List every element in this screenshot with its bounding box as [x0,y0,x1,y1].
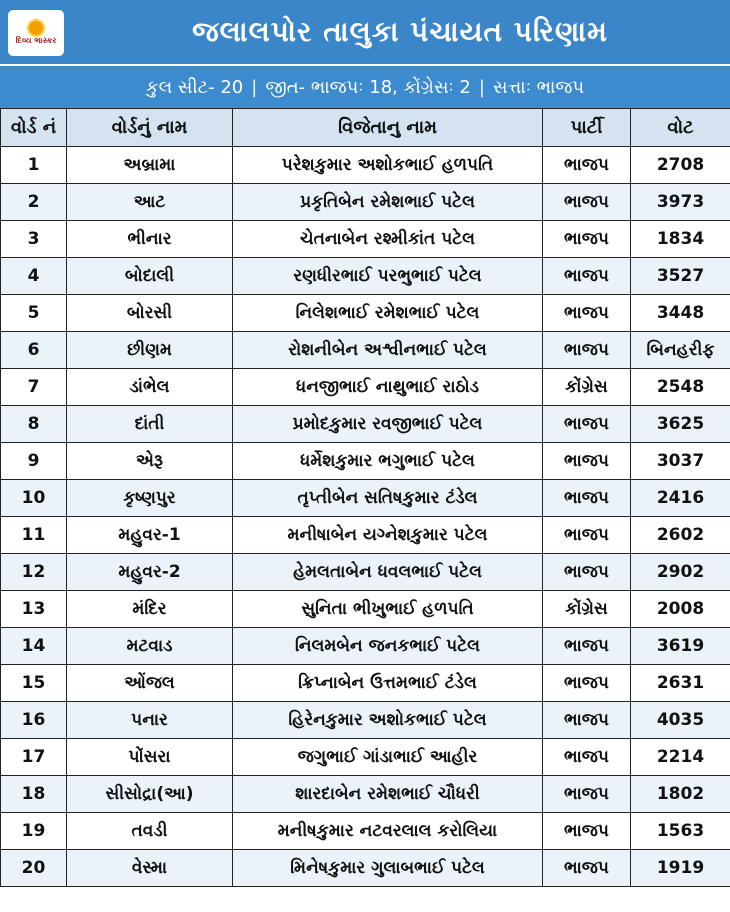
party-cell: ભાજપ [543,147,631,184]
winner-name-cell: શારદાબેન રમેશભાઈ ચૌધરી [233,776,543,813]
ward-name-cell: એરૂ [67,443,233,480]
ward-number-cell: 13 [1,591,67,628]
votes-cell: 2008 [631,591,730,628]
ward-name-cell: અબ્રામા [67,147,233,184]
header-votes: વોટ [631,109,730,147]
ward-name-cell: મહુવર-1 [67,517,233,554]
votes-cell: 2548 [631,369,730,406]
party-cell: ભાજપ [543,554,631,591]
table-row [1,184,730,221]
winner-name-cell: ચેતનાબેન રશ્મીકાંત પટેલ [233,221,543,258]
winner-name-cell: મનીષાબેન યગ્નેશકુમાર પટેલ [233,517,543,554]
votes-cell: 2416 [631,480,730,517]
table-row [1,554,730,591]
ward-number-cell: 17 [1,739,67,776]
seats-won: જીત- ભાજપઃ 18, કોંગ્રેસઃ 2 [265,76,471,98]
ward-name-cell: બોદાલી [67,258,233,295]
party-cell: ભાજપ [543,332,631,369]
ward-name-cell: સીસોદ્રા(આ) [67,776,233,813]
ward-name-cell: ડાંભેલ [67,369,233,406]
party-cell: ભાજપ [543,628,631,665]
votes-cell: 1802 [631,776,730,813]
header-party: પાર્ટી [543,109,631,147]
ward-number-cell: 11 [1,517,67,554]
table-row [1,369,730,406]
winner-name-cell: પરેશકુમાર અશોકભાઈ હળપતિ [233,147,543,184]
ward-name-cell: તવડી [67,813,233,850]
ward-number-cell: 4 [1,258,67,295]
party-cell: કોંગ્રેસ [543,591,631,628]
winner-name-cell: ક્રિપ્નાબેન ઉત્તમભાઈ ટંડેલ [233,665,543,702]
table-row [1,258,730,295]
party-cell: ભાજપ [543,776,631,813]
table-row [1,591,730,628]
table-row [1,332,730,369]
total-seats: કુલ સીટ- 20 [145,76,244,98]
ward-number-cell: 3 [1,221,67,258]
ward-name-cell: આટ [67,184,233,221]
ward-number-cell: 8 [1,406,67,443]
results-table [0,108,730,887]
ward-name-cell: મહુવર-2 [67,554,233,591]
table-row [1,221,730,258]
ward-name-cell: વેસ્મા [67,850,233,887]
votes-cell: 3973 [631,184,730,221]
ward-name-cell: છીણમ [67,332,233,369]
winner-name-cell: સુનિતા ભીખુભાઈ હળપતિ [233,591,543,628]
ward-number-cell: 20 [1,850,67,887]
table-row [1,628,730,665]
page-title: જલાલપોર તાલુકા પંચાયત પરિણામ [192,15,608,48]
separator: | [251,76,258,98]
party-cell: ભાજપ [543,184,631,221]
table-row [1,480,730,517]
header-ward-number: વોર્ડ નં [1,109,67,147]
winner-name-cell: જગુભાઈ ગાંડાભાઈ આહીર [233,739,543,776]
party-cell: ભાજપ [543,443,631,480]
party-cell: ભાજપ [543,702,631,739]
ward-name-cell: પનાર [67,702,233,739]
party-cell: ભાજપ [543,739,631,776]
ward-number-cell: 7 [1,369,67,406]
votes-cell: 4035 [631,702,730,739]
party-cell: ભાજપ [543,480,631,517]
votes-cell: 3625 [631,406,730,443]
party-cell: ભાજપ [543,258,631,295]
ward-name-cell: બોરસી [67,295,233,332]
party-cell: ભાજપ [543,221,631,258]
winner-name-cell: ધનજીભાઈ નાથુભાઈ રાઠોડ [233,369,543,406]
votes-cell: 2902 [631,554,730,591]
divya-bhaskar-logo [8,10,64,56]
party-cell: ભાજપ [543,406,631,443]
separator: | [478,76,485,98]
sun-icon [29,21,43,35]
ward-name-cell: મટવાડ [67,628,233,665]
votes-cell: 1919 [631,850,730,887]
winner-name-cell: નિલેશભાઈ રમેશભાઈ પટેલ [233,295,543,332]
table-header-row [1,109,730,147]
party-in-power: સત્તાઃ ભાજપ [492,76,585,98]
ward-name-cell: દાંતી [67,406,233,443]
votes-cell: 3619 [631,628,730,665]
table-row [1,850,730,887]
table-row [1,443,730,480]
ward-number-cell: 6 [1,332,67,369]
table-row [1,776,730,813]
ward-name-cell: મંદિર [67,591,233,628]
header-banner [0,0,730,64]
table-row [1,813,730,850]
votes-cell: 2602 [631,517,730,554]
party-cell: ભાજપ [543,813,631,850]
table-row [1,739,730,776]
ward-number-cell: 15 [1,665,67,702]
summary-bar [0,64,730,108]
winner-name-cell: પ્રમોદકુમાર રવજીભાઈ પટેલ [233,406,543,443]
votes-cell: 3527 [631,258,730,295]
ward-name-cell: ભીનાર [67,221,233,258]
winner-name-cell: રણધીરભાઈ પરભુભાઈ પટેલ [233,258,543,295]
winner-name-cell: ધર્મેશકુમાર ભગુભાઈ પટેલ [233,443,543,480]
ward-number-cell: 1 [1,147,67,184]
votes-cell: 3037 [631,443,730,480]
table-row [1,295,730,332]
party-cell: ભાજપ [543,295,631,332]
votes-cell: 3448 [631,295,730,332]
votes-cell: 2631 [631,665,730,702]
winner-name-cell: તૃપ્તીબેન સતિષકુમાર ટંડેલ [233,480,543,517]
ward-number-cell: 12 [1,554,67,591]
ward-name-cell: કૃષ્ણપુર [67,480,233,517]
winner-name-cell: રોશનીબેન અશ્વીનભાઈ પટેલ [233,332,543,369]
header-ward-name: વોર્ડનું નામ [67,109,233,147]
table-row [1,517,730,554]
table-row [1,147,730,184]
party-cell: ભાજપ [543,850,631,887]
ward-number-cell: 5 [1,295,67,332]
votes-cell: બિનહરીફ [631,332,730,369]
ward-number-cell: 9 [1,443,67,480]
votes-cell: 2214 [631,739,730,776]
ward-number-cell: 19 [1,813,67,850]
winner-name-cell: મિનેષકુમાર ગુલાબભાઈ પટેલ [233,850,543,887]
ward-number-cell: 16 [1,702,67,739]
party-cell: ભાજપ [543,665,631,702]
table-row [1,406,730,443]
logo-text: દિવ્ય ભાસ્કર [15,36,57,45]
ward-number-cell: 14 [1,628,67,665]
party-cell: ભાજપ [543,517,631,554]
ward-name-cell: ઓંજલ [67,665,233,702]
winner-name-cell: હેમલતાબેન ધવલભાઈ પટેલ [233,554,543,591]
votes-cell: 1834 [631,221,730,258]
votes-cell: 2708 [631,147,730,184]
header-winner-name: વિજેતાનુ નામ [233,109,543,147]
ward-number-cell: 18 [1,776,67,813]
ward-number-cell: 10 [1,480,67,517]
winner-name-cell: નિલમબેન જનકભાઈ પટેલ [233,628,543,665]
table-row [1,702,730,739]
winner-name-cell: પ્રકૃતિબેન રમેશભાઈ પટેલ [233,184,543,221]
party-cell: કોંગ્રેસ [543,369,631,406]
votes-cell: 1563 [631,813,730,850]
ward-number-cell: 2 [1,184,67,221]
winner-name-cell: હિરેનકુમાર અશોકભાઈ પટેલ [233,702,543,739]
ward-name-cell: પોંસરા [67,739,233,776]
winner-name-cell: મનીષકુમાર નટવરલાલ કરોલિયા [233,813,543,850]
table-row [1,665,730,702]
